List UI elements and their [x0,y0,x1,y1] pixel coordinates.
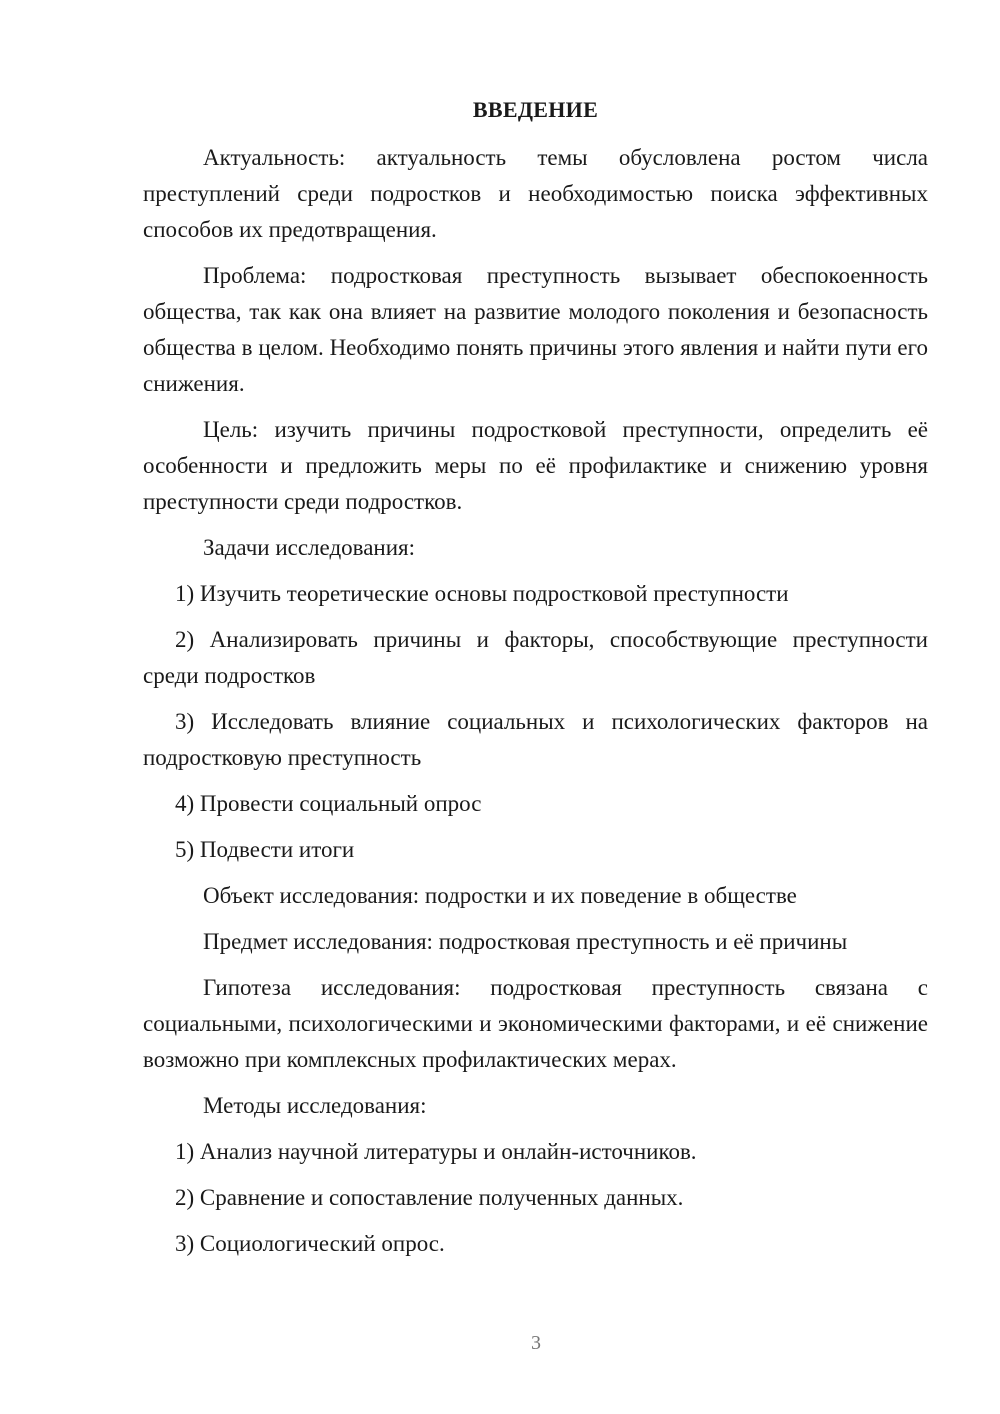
task-item: 4) Провести социальный опрос [175,791,482,816]
task-item: 3) Исследовать влияние социальных и психологических факторов на подростковую преступность [143,709,928,770]
relevance-paragraph: Актуальность: актуальность темы обусловлена ростом числа преступлений среди подростков и необходимостью поиска эффективных способов их предотвращения. [143,145,928,242]
tasks-heading: Задачи исследования: [203,535,416,560]
section-title: ВВЕДЕНИЕ [472,97,599,122]
method-item: 2) Сравнение и сопоставление полученных данных. [175,1185,684,1210]
object-paragraph: Объект исследования: подростки и их поведение в обществе [203,883,797,908]
methods-heading: Методы исследования: [203,1093,427,1118]
task-item: 5) Подвести итоги [175,837,355,862]
page-number: 3 [531,1332,541,1354]
method-item: 1) Анализ научной литературы и онлайн-источников. [175,1139,697,1164]
page-content [143,92,928,1272]
problem-paragraph: Проблема: подростковая преступность вызывает обеспокоенность общества, так как она влияет на развитие молодого поколения и безопасность общества в целом. Необходимо понять причины этого явления и найти пути его снижения. [143,263,928,396]
method-item: 3) Социологический опрос. [175,1231,445,1256]
task-item: 2) Анализировать причины и факторы, способствующие преступности среди подростков [143,627,928,688]
goal-paragraph: Цель: изучить причины подростковой преступности, определить её особенности и предложить меры по её профилактике и снижению уровня преступности среди подростков. [143,417,928,514]
subject-paragraph: Предмет исследования: подростковая преступность и её причины [203,929,848,954]
hypothesis-paragraph: Гипотеза исследования: подростковая преступность связана с социальными, психологическими и экономическими факторами, и её снижение возможно при комплексных профилактических мерах. [143,975,928,1072]
task-item: 1) Изучить теоретические основы подростковой преступности [175,581,789,606]
